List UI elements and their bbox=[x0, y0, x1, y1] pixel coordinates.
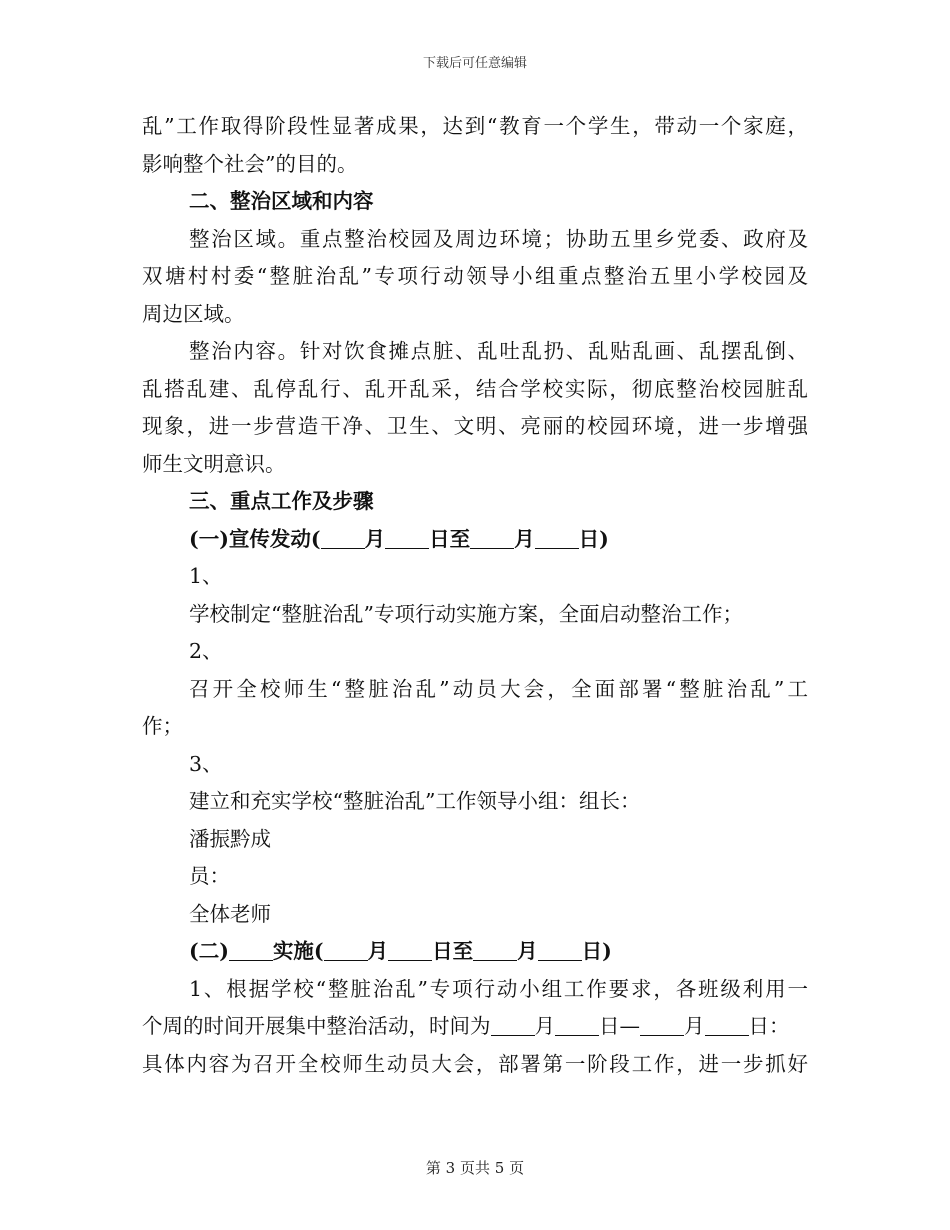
date-blank bbox=[640, 1013, 684, 1036]
subsection-heading-1 bbox=[142, 521, 808, 559]
list-item-text: 作； bbox=[142, 714, 183, 738]
heading-text: 实施( bbox=[272, 939, 324, 963]
list-item-text: 学校制定“整脏治乱”专项行动实施方案，全面启动整治工作； bbox=[189, 601, 743, 626]
heading-text: 日) bbox=[581, 939, 612, 963]
date-blank bbox=[388, 938, 432, 961]
footer-text: 页共 bbox=[459, 1159, 490, 1177]
heading-text: (二) bbox=[189, 939, 229, 963]
text-run: 月 bbox=[534, 1014, 555, 1038]
heading-text: 日至 bbox=[429, 526, 471, 551]
paragraph-line: 整治区域。重点整治校园及周边环境；协助五里乡党委、政府及 bbox=[189, 226, 808, 251]
heading-text: 月 bbox=[364, 526, 386, 551]
footer-text: 第 bbox=[425, 1159, 441, 1177]
section-heading-2: 二、整治区域和内容 bbox=[189, 189, 374, 213]
page-footer bbox=[0, 1157, 950, 1178]
date-blank bbox=[538, 938, 582, 961]
date-blank bbox=[321, 526, 365, 549]
paragraph-line: 具体内容为召开全校师生动员大会，部署第一阶段工作，进一步抓好 bbox=[142, 1051, 808, 1076]
member-value: 全体老师 bbox=[189, 901, 271, 926]
section-heading-3: 三、重点工作及步骤 bbox=[189, 489, 374, 513]
paragraph-line: 师生文明意识。 bbox=[142, 451, 286, 476]
list-number: 3、 bbox=[189, 751, 223, 776]
date-blank bbox=[491, 1013, 535, 1036]
text-run: 日— bbox=[599, 1014, 640, 1038]
document-body bbox=[142, 108, 808, 1083]
total-pages: 5 bbox=[494, 1159, 505, 1177]
list-number: 1、 bbox=[189, 564, 223, 588]
heading-text: 日至 bbox=[432, 939, 474, 963]
paragraph-line: 周边区域。 bbox=[142, 301, 245, 326]
date-blank bbox=[473, 938, 517, 961]
date-blank bbox=[555, 1013, 599, 1036]
paragraph-line: 影响整个社会”的目的。 bbox=[142, 151, 358, 176]
date-blank bbox=[535, 526, 579, 549]
paragraph-line: 现象，进一步营造干净、卫生、文明、亮丽的校园环境，进一步增强 bbox=[142, 414, 808, 438]
heading-text: (一)宣传发动( bbox=[189, 526, 321, 551]
date-blank bbox=[229, 938, 273, 961]
heading-text: 日) bbox=[578, 526, 609, 551]
heading-text: 月 bbox=[514, 526, 535, 551]
page-header: 下载后可任意编辑 bbox=[422, 56, 527, 71]
list-item-text: 建立和充实学校“整脏治乱”工作领导小组：组长： bbox=[189, 789, 641, 813]
paragraph-line bbox=[142, 1008, 808, 1046]
paragraph-line: 1、根据学校“整脏治乱”专项行动小组工作要求，各班级利用一 bbox=[189, 976, 808, 1001]
text-run: 月 bbox=[684, 1014, 705, 1038]
footer-text: 页 bbox=[509, 1159, 525, 1177]
paragraph-line: 双塘村村委“整脏治乱”专项行动领导小组重点整治五里小学校园及 bbox=[142, 264, 808, 288]
date-blank bbox=[470, 526, 514, 549]
list-item-text: 召开全校师生“整脏治乱”动员大会，全面部署“整脏治乱”工 bbox=[189, 676, 808, 701]
member-label: 员： bbox=[189, 864, 230, 888]
date-blank bbox=[385, 526, 429, 549]
text-run: 个周的时间开展集中整治活动，时间为 bbox=[142, 1014, 491, 1038]
heading-text: 月 bbox=[517, 939, 538, 963]
subsection-heading-2 bbox=[142, 933, 808, 971]
page-number: 3 bbox=[445, 1159, 456, 1177]
text-run: 日： bbox=[748, 1014, 790, 1038]
paragraph-line: 乱搭乱建、乱停乱行、乱开乱采，结合学校实际，彻底整治校园脏乱 bbox=[142, 376, 808, 401]
date-blank bbox=[705, 1013, 749, 1036]
leader-name: 潘振黔成 bbox=[189, 826, 271, 851]
date-blank bbox=[324, 938, 368, 961]
heading-text: 月 bbox=[367, 939, 389, 963]
paragraph-line: 整治内容。针对饮食摊点脏、乱吐乱扔、乱贴乱画、乱摆乱倒、 bbox=[189, 339, 808, 363]
list-number: 2、 bbox=[189, 639, 223, 663]
paragraph-line: 乱”工作取得阶段性显著成果，达到“教育一个学生，带动一个家庭， bbox=[142, 114, 808, 138]
